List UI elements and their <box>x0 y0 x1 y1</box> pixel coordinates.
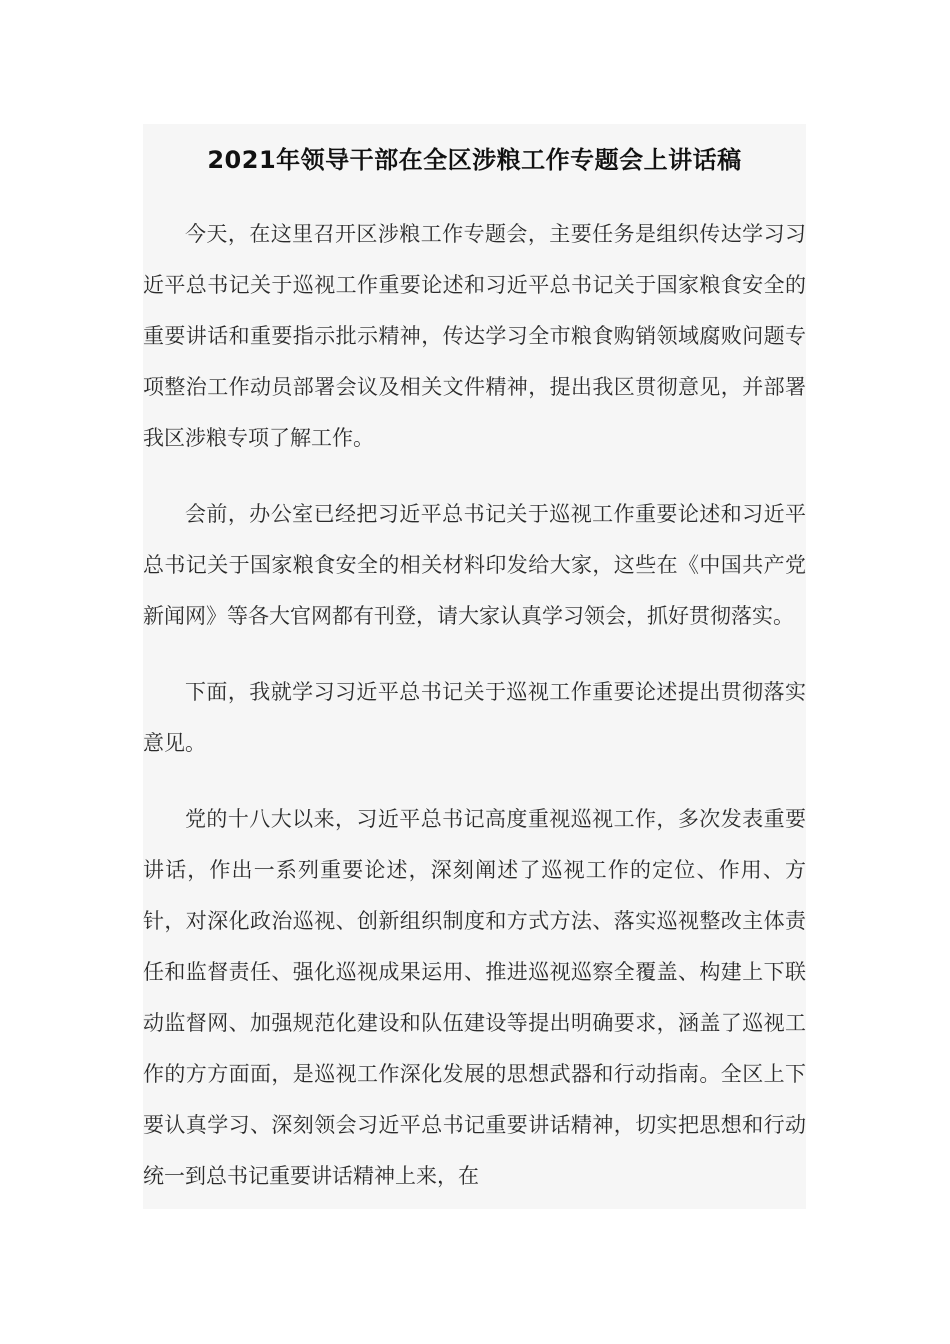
paragraph-opening: 今天，在这里召开区涉粮工作专题会，主要任务是组织传达学习习近平总书记关于巡视工作重要论述和习近平总书记关于国家粮食安全的重要讲话和重要指示批示精神，传达学习全市粮食购销领域腐败问题专项整治工作动员部署会议及相关文件精神，提出我区贯彻意见，并部署我区涉粮专项了解工作。 <box>143 222 806 450</box>
paragraph-inspection-work: 党的十八大以来，习近平总书记高度重视巡视工作，多次发表重要讲话，作出一系列重要论述，深刻阐述了巡视工作的定位、作用、方针，对深化政治巡视、创新组织制度和方式方法、落实巡视整改主体责任和监督责任、强化巡视成果运用、推进巡视巡察全覆盖、构建上下联动监督网、加强规范化建设和队伍建设等提出明确要求，涵盖了巡视工作的方方面面，是巡视工作深化发展的思想武器和行动指南。全区上下要认真学习、深刻领会习近平总书记重要讲话精神，切实把思想和行动统一到总书记重要讲话精神上来，在 <box>143 807 806 1188</box>
paragraph-transition: 下面，我就学习习近平总书记关于巡视工作重要论述提出贯彻落实意见。 <box>143 680 806 755</box>
paragraph-materials: 会前，办公室已经把习近平总书记关于巡视工作重要论述和习近平总书记关于国家粮食安全的相关材料印发给大家，这些在《中国共产党新闻网》等各大官网都有刊登，请大家认真学习领会，抓好贯彻落实。 <box>143 502 806 628</box>
document-page <box>143 124 806 1209</box>
document-title: 2021年领导干部在全区涉粮工作专题会上讲话稿 <box>207 146 742 174</box>
